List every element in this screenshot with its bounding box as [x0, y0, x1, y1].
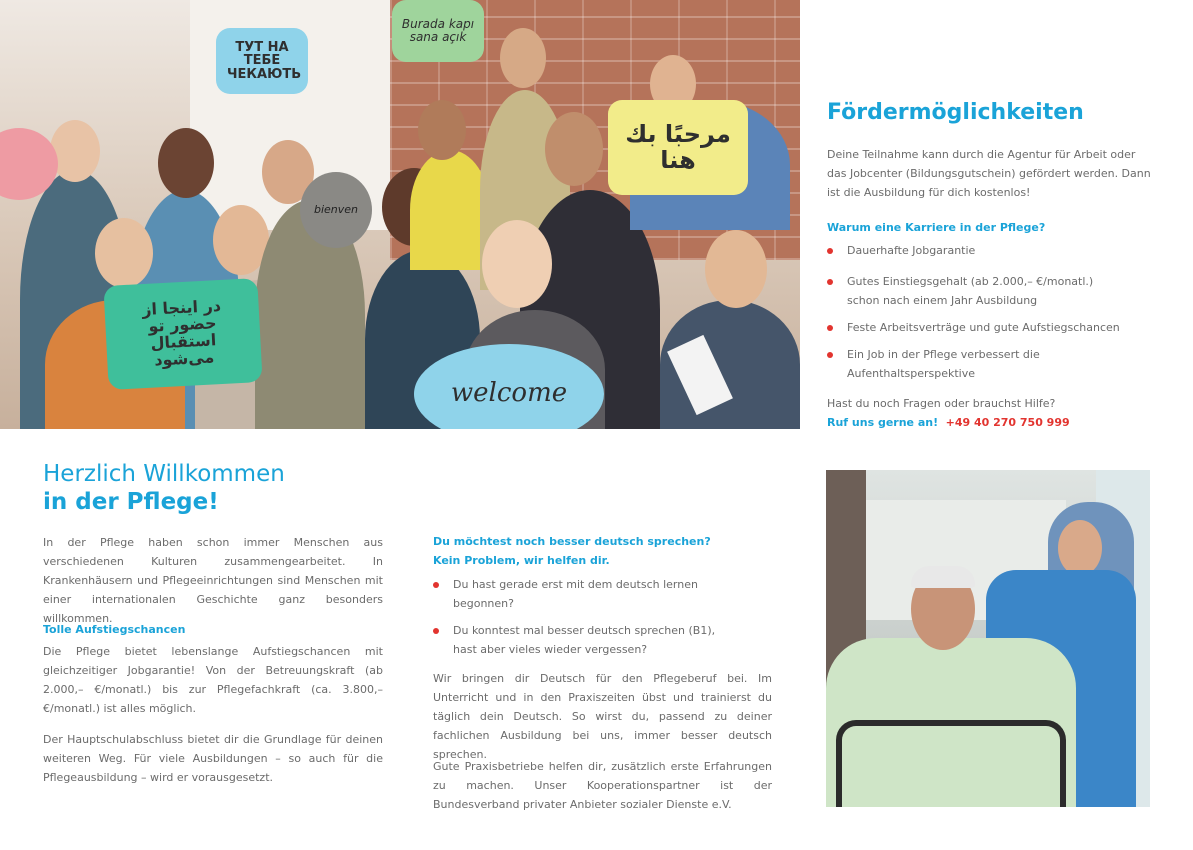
person-face [95, 218, 153, 288]
list-item [433, 575, 723, 613]
bullet-icon [827, 248, 833, 254]
person-face [50, 120, 100, 182]
hero-photo [0, 0, 800, 429]
patient-hair [911, 566, 975, 588]
person-face [482, 220, 552, 308]
career-text: Die Pflege bietet lebenslange Aufstiegschancen mit gleichzeitiger Jobgarantie! Von der Betreuungskraft (ab 2.000,– €/monatl.) bis zur Pflegefachkraft (ca. 3.800,– €/monatl.) ist alles möglich. [43, 645, 383, 715]
bullet-icon [827, 279, 833, 285]
german-text-1: Wir bringen dir Deutsch für den Pflegeberuf bei. Im Unterricht und in den Praxiszeiten übst und trainierst du täglich dein Deutsch. So wirst du, passend zu deiner fachlichen Ausbildung bei uns, immer besser deutsch sprechen. [433, 672, 772, 761]
german-heading-line1: Du möchtest noch besser deutsch sprechen? [433, 535, 711, 548]
speech-bubble-turkish [392, 0, 484, 62]
bubble-text: ТУТ НА ТЕБЕ ЧЕКАЮТЬ [227, 39, 302, 82]
german-heading-line2: Kein Problem, wir helfen dir. [433, 554, 610, 567]
german-bullet-list [433, 575, 733, 659]
person-face [545, 112, 603, 186]
list-item [827, 318, 1127, 337]
person-face [418, 100, 466, 160]
funding-title: Fördermöglichkeiten [827, 100, 1084, 125]
german-text-2: Gute Praxisbetriebe helfen dir, zusätzlich erste Erfahrungen zu machen. Unser Kooperationspartner ist der Bundesverband privater Anbieter sozialer Dienste e.V. [433, 760, 772, 811]
call-label: Ruf uns gerne an! [827, 416, 939, 429]
career-heading: Tolle Aufstiegschancen [43, 623, 186, 636]
welcome-intro: In der Pflege haben schon immer Menschen aus verschiedenen Kulturen zusammengearbeitet. In Krankenhäusern und Pflegeeinrichtungen sind Menschen mit einer internationalen Geschichte ganz besonders willkommen. [43, 536, 383, 625]
welcome-title-line2: in der Pflege! [43, 489, 219, 515]
bullet-icon [433, 628, 439, 634]
speech-bubble-persian [103, 278, 262, 390]
list-item-text: Feste Arbeitsverträge und gute Aufstiegschancen [847, 321, 1120, 334]
welcome-title-line1: Herzlich Willkommen [43, 461, 285, 487]
list-item [433, 621, 723, 659]
list-item-text: Dauerhafte Jobgarantie [847, 244, 976, 257]
bullet-icon [827, 352, 833, 358]
bubble-text: Burada kapı sana açık [401, 17, 475, 44]
speech-bubble-ukrainian [216, 28, 308, 94]
bubble-text: مرحبًا بك هنا [625, 120, 731, 174]
list-item-text: Du hast gerade erst mit dem deutsch lernen begonnen? [453, 578, 698, 610]
care-photo [826, 470, 1150, 807]
nurse-face [1058, 520, 1102, 576]
person-face [158, 128, 214, 198]
speech-bubble-spanish [300, 172, 372, 248]
list-item [827, 241, 1127, 260]
bullet-icon [827, 325, 833, 331]
person [410, 150, 490, 270]
speech-bubble-arabic [608, 100, 748, 195]
list-item [827, 272, 1097, 310]
bullet-icon [433, 582, 439, 588]
call-line [827, 413, 1070, 432]
bubble-text: welcome [450, 378, 568, 409]
bubble-text: bienven [313, 203, 359, 217]
bubble-text: در اینجا از حضور تو استقبال می‌شود [141, 296, 222, 370]
phone-number[interactable]: +49 40 270 750 999 [945, 416, 1070, 429]
list-item [827, 345, 1057, 383]
funding-bullet-list [827, 241, 1127, 383]
list-item-text: Du konntest mal besser deutsch sprechen (B1), hast aber vieles wieder vergessen? [453, 624, 716, 656]
person-face [500, 28, 546, 88]
wheelchair [836, 720, 1066, 807]
why-heading: Warum eine Karriere in der Pflege? [827, 221, 1046, 234]
person-face [705, 230, 767, 308]
list-item-text: Ein Job in der Pflege verbessert die Aufenthaltsperspektive [847, 348, 1040, 380]
list-item-text: Gutes Einstiegsgehalt (ab 2.000,– €/monatl.) schon nach einem Jahr Ausbildung [847, 275, 1094, 307]
help-question: Hast du noch Fragen oder brauchst Hilfe? [827, 397, 1056, 410]
school-text: Der Hauptschulabschluss bietet dir die Grundlage für deinen weiteren Weg. Für viele Ausbildungen – so auch für die Pflegeausbildung – wird er vorausgesetzt. [43, 733, 383, 784]
funding-intro: Deine Teilnahme kann durch die Agentur für Arbeit oder das Jobcenter (Bildungsgutschein) gefördert werden. Dann ist die Ausbildung für dich kostenlos! [827, 148, 1151, 199]
